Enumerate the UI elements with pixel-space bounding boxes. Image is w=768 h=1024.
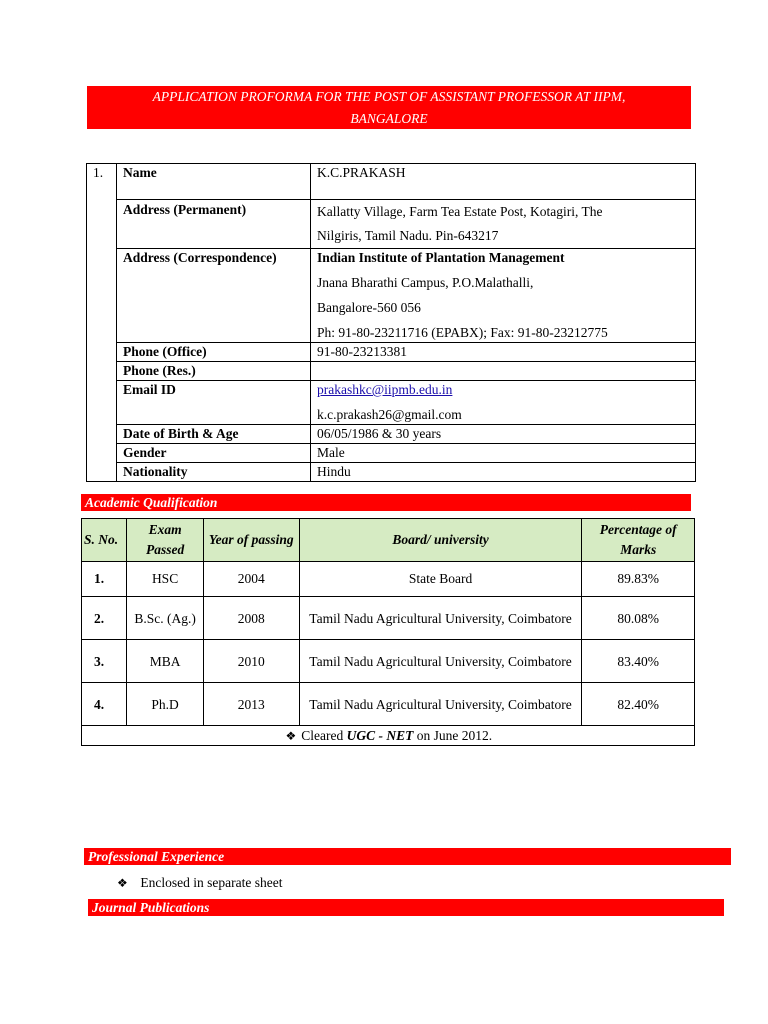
form-title-line1: APPLICATION PROFORMA FOR THE POST OF ASSISTANT PROFESSOR AT IIPM, [152,89,626,104]
dob-value: 06/05/1986 & 30 years [311,425,696,444]
row-percent: 80.08% [582,597,695,640]
table-row [87,200,696,249]
nationality-label: Nationality [117,463,311,482]
address-permanent-label: Address (Permanent) [117,200,311,249]
row-year: 2013 [203,683,299,726]
professional-heading: Professional Experience [84,848,731,865]
address-correspondence-value [311,249,696,343]
phone-res-label: Phone (Res.) [117,362,311,381]
row-exam: HSC [127,562,204,597]
phone-office-value: 91-80-23213381 [311,343,696,362]
address-permanent-line2: Nilgiris, Tamil Nadu. Pin-643217 [317,228,499,243]
row-percent: 89.83% [582,562,695,597]
gender-value: Male [311,444,696,463]
table-row [87,425,696,444]
table-row [82,562,695,597]
header-year: Year of passing [203,519,299,562]
net-note-emph: UGC - NET [346,727,414,743]
row-board: Tamil Nadu Agricultural University, Coimbatore [299,597,582,640]
net-note-prefix: Cleared [301,727,344,743]
row-exam: MBA [127,640,204,683]
row-sno: 3. [82,640,127,683]
gender-label: Gender [117,444,311,463]
academic-table [81,518,695,746]
name-value: K.C.PRAKASH [311,164,696,200]
diamond-bullet-icon: ❖ [285,728,297,743]
personal-info-table [86,163,696,482]
net-note-suffix: on June 2012. [416,727,493,743]
email-secondary: k.c.prakash26@gmail.com [317,407,462,422]
row-number: 1. [87,164,117,482]
address-permanent-line1: Kallatty Village, Farm Tea Estate Post, Kotagiri, The [317,204,603,219]
address-correspondence-line4: Ph: 91-80-23211716 (EPABX); Fax: 91-80-23212775 [317,325,608,340]
phone-office-label: Phone (Office) [117,343,311,362]
row-sno: 1. [82,562,127,597]
address-correspondence-line2: Jnana Bharathi Campus, P.O.Malathalli, [317,275,534,290]
row-exam: Ph.D [127,683,204,726]
nationality-value: Hindu [311,463,696,482]
header-board: Board/ university [299,519,582,562]
diamond-bullet-icon: ❖ [117,876,128,890]
table-row [87,249,696,343]
academic-heading: Academic Qualification [81,494,691,511]
row-board: State Board [299,562,582,597]
email-link[interactable]: prakashkc@iipmb.edu.in [317,382,453,397]
address-correspondence-label: Address (Correspondence) [117,249,311,343]
row-sno: 4. [82,683,127,726]
form-title-line2: BANGALORE [350,111,428,126]
table-row [82,683,695,726]
table-row [82,726,695,746]
address-correspondence-line3: Bangalore-560 056 [317,300,421,315]
row-percent: 82.40% [582,683,695,726]
email-value [311,381,696,425]
table-row [82,640,695,683]
journal-heading: Journal Publications [88,899,724,916]
row-board: Tamil Nadu Agricultural University, Coimbatore [299,640,582,683]
table-row [82,597,695,640]
table-row [87,164,696,200]
dob-label: Date of Birth & Age [117,425,311,444]
address-correspondence-line1: Indian Institute of Plantation Management [317,250,565,265]
row-exam: B.Sc. (Ag.) [127,597,204,640]
phone-res-value [311,362,696,381]
form-title [87,86,691,129]
table-row [87,362,696,381]
name-label: Name [117,164,311,200]
row-year: 2008 [203,597,299,640]
header-exam: Exam Passed [127,519,204,562]
row-sno: 2. [82,597,127,640]
table-row [87,381,696,425]
row-year: 2010 [203,640,299,683]
email-label: Email ID [117,381,311,425]
professional-item-text: Enclosed in separate sheet [140,875,283,890]
table-row [87,343,696,362]
row-percent: 83.40% [582,640,695,683]
professional-item [117,874,282,892]
address-permanent-value [311,200,696,249]
table-row [87,463,696,482]
header-percent: Percentage of Marks [582,519,695,562]
header-sno: S. No. [82,519,127,562]
net-note [82,726,695,746]
row-board: Tamil Nadu Agricultural University, Coimbatore [299,683,582,726]
table-row [87,444,696,463]
table-header-row [82,519,695,562]
row-year: 2004 [203,562,299,597]
